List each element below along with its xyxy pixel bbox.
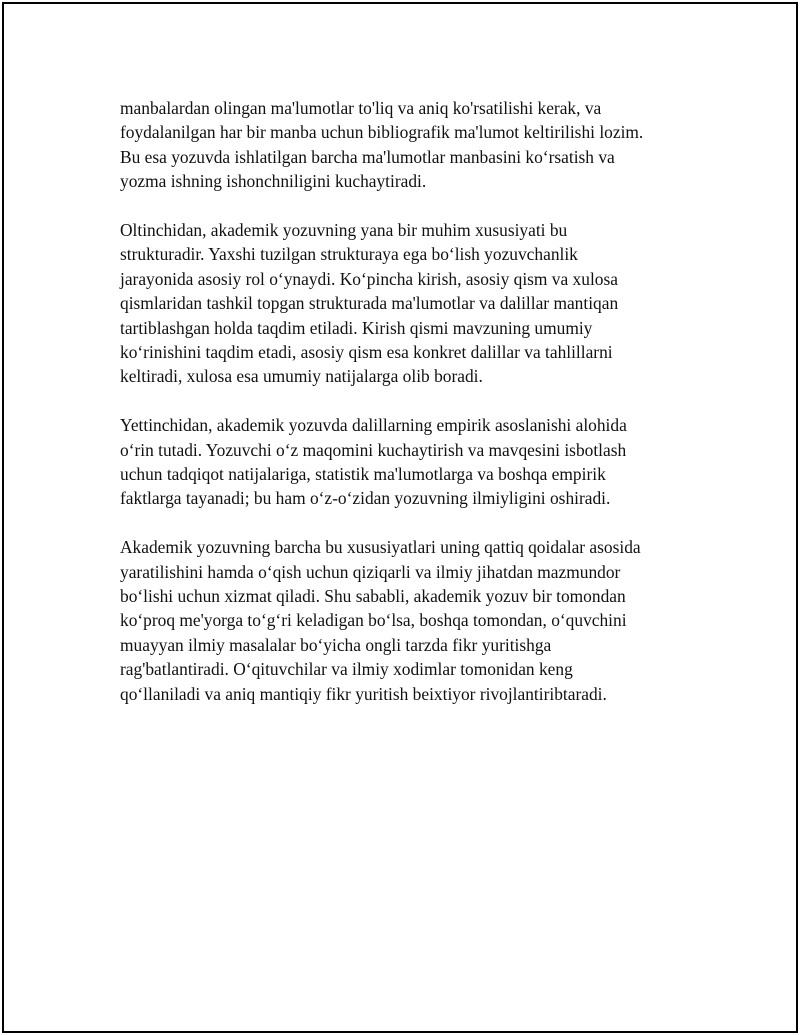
text-line: koʻrinishini taqdim etadi, asosiy qism esa konkret dalillar va tahlillarni (120, 342, 613, 363)
document-page (2, 2, 798, 1033)
paragraph-3 (120, 413, 680, 511)
paragraph-2 (120, 218, 680, 389)
text-line: jarayonida asosiy rol oʻynaydi. Koʻpincha kirish, asosiy qism va xulosa (120, 268, 618, 289)
text-line: manbalardan olingan ma'lumotlar to'liq va aniq ko'rsatilishi kerak, va (120, 98, 602, 118)
text-line: faktlarga tayanadi; bu ham oʻz-oʻzidan yozuvning ilmiyligini oshiradi. (120, 488, 611, 509)
paragraph-1 (120, 96, 680, 194)
text-line: foydalanilgan har bir manba uchun bibliografik ma'lumot keltirilishi lozim. (120, 122, 644, 143)
text-line: oʻrin tutadi. Yozuvchi oʻz maqomini kuchaytirish va mavqesini isbotlash (120, 439, 627, 460)
text-line: uchun tadqiqot natijalariga, statistik ma'lumotlarga va boshqa empirik (120, 464, 606, 485)
text-line: boʻlishi uchun xizmat qiladi. Shu sababli, akademik yozuv bir tomondan (120, 586, 626, 607)
text-line: rag'batlantiradi. Oʻqituvchilar va ilmiy xodimlar tomonidan keng (120, 659, 573, 680)
text-line: Bu esa yozuvda ishlatilgan barcha ma'lumotlar manbasini koʻrsatish va (120, 146, 615, 167)
text-line: tartiblashgan holda taqdim etiladi. Kirish qismi mavzuning umumiy (120, 317, 593, 338)
text-line: koʻproq me'yorga toʻgʻri keladigan boʻlsa, boshqa tomondan, oʻquvchini (120, 610, 627, 631)
text-line: strukturadir. Yaxshi tuzilgan strukturaya ega boʻlish yozuvchanlik (120, 244, 578, 265)
text-line: Yettinchidan, akademik yozuvda dalillarning empirik asoslanishi alohida (120, 415, 627, 436)
text-line: Oltinchidan, akademik yozuvning yana bir muhim xususiyati bu (120, 220, 568, 241)
text-line: yozma ishning ishonchniligini kuchaytiradi. (120, 171, 427, 192)
text-line: Akademik yozuvning barcha bu xususiyatlari uning qattiq qoidalar asosida (120, 537, 641, 558)
text-line: yaratilishini hamda oʻqish uchun qiziqarli va ilmiy jihatdan mazmundor (120, 561, 621, 582)
text-line: qismlaridan tashkil topgan strukturada ma'lumotlar va dalillar mantiqan (120, 293, 619, 314)
text-line: muayyan ilmiy masalalar boʻyicha ongli tarzda fikr yuritishga (120, 634, 552, 655)
text-line: qoʻllaniladi va aniq mantiqiy fikr yuritish beixtiyor rivojlantiribtaradi. (120, 683, 607, 704)
text-line: keltiradi, xulosa esa umumiy natijalarga olib boradi. (120, 366, 483, 387)
paragraph-4 (120, 535, 680, 706)
document-body (120, 96, 680, 731)
